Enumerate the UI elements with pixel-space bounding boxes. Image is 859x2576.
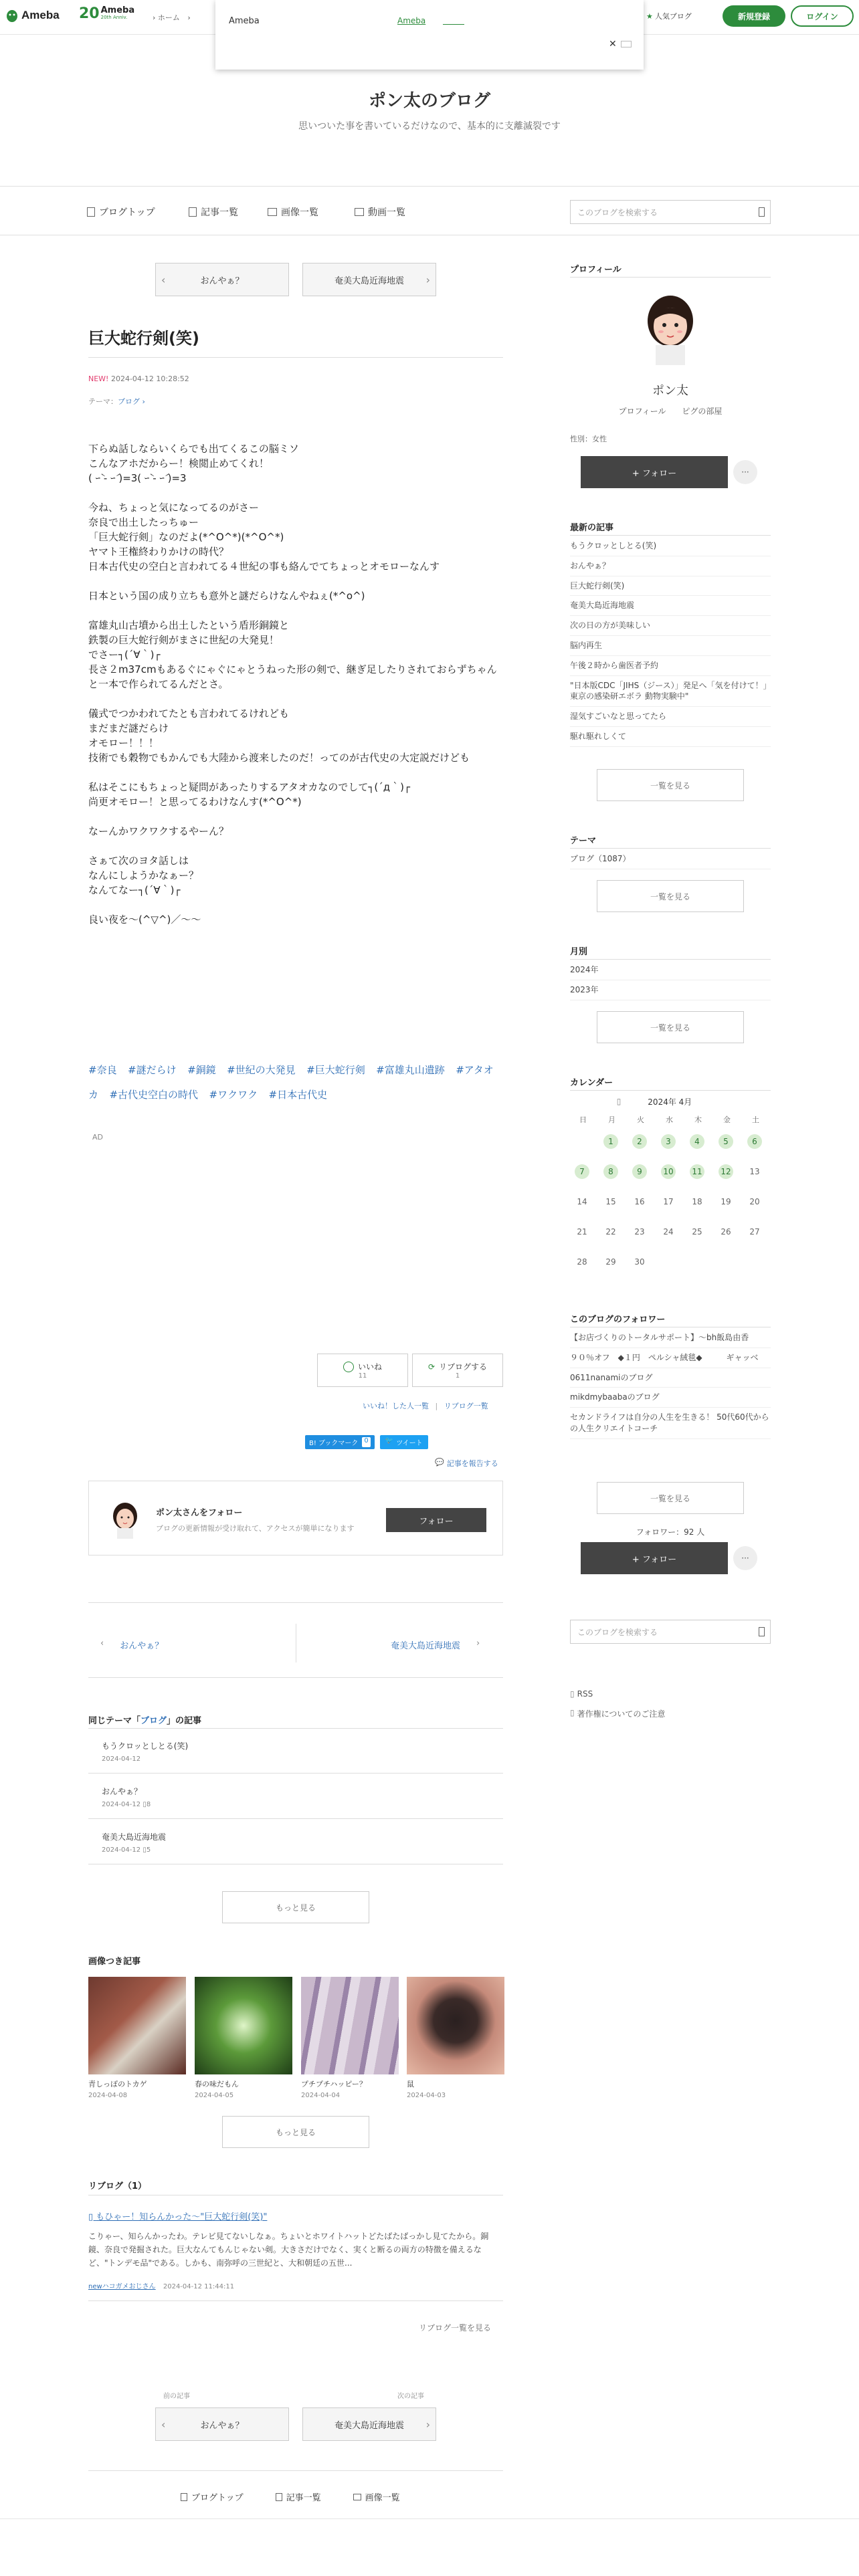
profile-avatar[interactable] bbox=[636, 288, 705, 366]
article-title: 巨大蛇行剣(笑) bbox=[88, 329, 199, 348]
recent-item[interactable]: 駆れ駆れしくて bbox=[570, 727, 771, 747]
sidebar-follow-button-2[interactable]: + フォロー bbox=[581, 1542, 728, 1574]
follow-box-button[interactable]: フォロー bbox=[386, 1508, 486, 1532]
calendar-day: 25 bbox=[692, 1227, 702, 1237]
calendar-day: 19 bbox=[721, 1197, 731, 1206]
next-article-button[interactable] bbox=[302, 263, 436, 296]
like-button[interactable] bbox=[317, 1354, 408, 1387]
report-link[interactable] bbox=[435, 1458, 498, 1469]
bird-icon: 🐦 bbox=[385, 1437, 394, 1444]
month-item[interactable]: 2023年 bbox=[570, 980, 771, 1000]
nav-search[interactable] bbox=[570, 200, 771, 224]
image-article-caption bbox=[301, 2078, 399, 2099]
notice-popup bbox=[215, 0, 644, 70]
article-theme bbox=[88, 396, 145, 407]
image-articles-heading: 画像つき記事 bbox=[88, 1957, 141, 1967]
calendar-day[interactable]: 1 bbox=[603, 1134, 618, 1149]
list-icon bbox=[276, 2493, 282, 2501]
reblog-link-label: もひゃー！知らんかった〜"巨大蛇行剣(笑)" bbox=[96, 2212, 268, 2222]
calendar-day: 28 bbox=[577, 1257, 587, 1267]
search-icon[interactable] bbox=[759, 1627, 765, 1636]
followers-see-all-button[interactable]: 一覧を見る bbox=[597, 1482, 744, 1514]
caption-title: プチプチハッピー？ bbox=[301, 2080, 367, 2088]
chevron-right-icon: › bbox=[187, 13, 191, 22]
sidebar-search-placeholder: このブログを検索する bbox=[577, 1627, 658, 1637]
body-paragraph: さぁて次のヨタ話しは なんにしようかなぁー？ なんてなー┐(´∀｀)┌ bbox=[88, 855, 199, 896]
follower-item[interactable]: 【お店づくりのトータルサポート】～bh飯島由香 bbox=[570, 1328, 771, 1348]
item-date: 2024-04-12 bbox=[102, 1846, 141, 1854]
image-articles-more-button[interactable]: もっと見る bbox=[222, 2116, 369, 2148]
calendar-day[interactable]: 4 bbox=[690, 1134, 704, 1149]
list-item[interactable] bbox=[88, 1819, 503, 1864]
profile-divider bbox=[570, 277, 771, 278]
footer-nav-label: 記事一覧 bbox=[286, 2493, 321, 2503]
weekday: 土 bbox=[752, 1115, 759, 1124]
comment-count: 8 bbox=[146, 1801, 151, 1808]
recent-list bbox=[570, 536, 771, 747]
recent-title: 最新の記事 bbox=[570, 523, 614, 533]
calendar-day: 29 bbox=[605, 1257, 616, 1267]
like-reblog-lists: いいね！した人一覧 | リブログ一覧 bbox=[363, 1402, 488, 1410]
comment-count: 5 bbox=[146, 1846, 151, 1854]
calendar-day[interactable]: 2 bbox=[632, 1134, 647, 1149]
calendar-day: 23 bbox=[634, 1227, 645, 1237]
month-list bbox=[570, 960, 771, 1000]
article-body bbox=[88, 441, 503, 942]
like-label: いいね bbox=[357, 1362, 382, 1372]
profile-title: プロフィール bbox=[570, 265, 622, 275]
body-paragraph: 今ね、ちょっと気になってるのがさー 奈良で出土したっちゅー 「巨大蛇行剣」なのだよ(*^O^*)(*^O^*) ヤマト王権終わりかけの時代？ 日本古代史の空白と言われてる４世紀の事も絡んでてちょっとオモローなんす bbox=[88, 502, 440, 572]
sidebar-menu-button-2[interactable]: ··· bbox=[733, 1546, 757, 1570]
calendar-day: 21 bbox=[577, 1227, 587, 1237]
heading-pre: 同じテーマ「 bbox=[88, 1716, 141, 1726]
reblog-icon: ▯ bbox=[88, 2212, 96, 2222]
hashtag-link[interactable]: #奈良 bbox=[88, 1064, 117, 1076]
recent-item[interactable]: 次の日の方が美味しい bbox=[570, 616, 771, 636]
smile-icon bbox=[343, 1362, 354, 1372]
anniv-label: 20th Anniv. bbox=[100, 14, 128, 20]
next-article-label: 奄美大島近海地震 bbox=[334, 276, 404, 286]
nav-label: 画像一覧 bbox=[281, 207, 318, 218]
caption-title: 春の味だもん bbox=[195, 2080, 239, 2088]
login-button[interactable]: ログイン bbox=[791, 5, 854, 27]
chevron-right-icon: › bbox=[140, 397, 145, 406]
calendar-month: 2024年 4月 bbox=[648, 1097, 692, 1107]
calendar-grid bbox=[570, 1134, 771, 1268]
calendar-header bbox=[570, 1090, 771, 1113]
item-date: 2024-04-12 bbox=[102, 1801, 141, 1808]
chat-icon: 💬 bbox=[435, 1458, 444, 1467]
caption-date: 2024-04-03 bbox=[407, 2092, 446, 2099]
follower-item[interactable]: セカンドライフは自分の人生を生きる！ 50代60代からの人生クリエイトコーチ bbox=[570, 1408, 771, 1439]
calendar-day[interactable]: 7 bbox=[575, 1164, 589, 1179]
ameba-logo[interactable] bbox=[5, 8, 60, 23]
like-count: 11 bbox=[358, 1372, 367, 1380]
month-item[interactable]: 2024年 bbox=[570, 960, 771, 980]
avatar bbox=[105, 1496, 145, 1540]
ad-label: AD bbox=[92, 1133, 103, 1142]
image-icon bbox=[353, 2494, 361, 2500]
calendar-weekdays bbox=[570, 1114, 771, 1128]
calendar-day: 15 bbox=[605, 1197, 616, 1206]
sidebar-search[interactable] bbox=[570, 1620, 771, 1644]
footer-nav-article-list[interactable] bbox=[276, 2490, 321, 2503]
footer-nav-blog-top[interactable] bbox=[181, 2490, 244, 2503]
nav-label: 記事一覧 bbox=[201, 207, 238, 218]
copyright-link[interactable] bbox=[570, 1708, 665, 1719]
signup-button[interactable]: 新規登録 bbox=[723, 5, 785, 27]
profile-gender: 性別：女性 bbox=[570, 435, 607, 443]
sidebar-menu-button[interactable]: ··· bbox=[733, 460, 757, 484]
pager-next-label: 奄美大島近海地震 bbox=[391, 1641, 461, 1651]
footer-nav-image-list[interactable] bbox=[353, 2490, 400, 2503]
image-article-thumb[interactable] bbox=[195, 1977, 292, 2074]
nav-label: 動画一覧 bbox=[368, 207, 405, 218]
copyright-label: 著作権についてのご注意 bbox=[577, 1709, 666, 1719]
footer-nav bbox=[181, 2490, 400, 2503]
profile-name: ポン太 bbox=[652, 384, 688, 398]
calendar-day[interactable]: 5 bbox=[719, 1134, 733, 1149]
close-icon[interactable]: ✕ bbox=[609, 39, 617, 49]
weekday: 火 bbox=[637, 1115, 644, 1124]
weekday: 日 bbox=[579, 1115, 587, 1124]
ameba-mascot-icon bbox=[5, 8, 19, 23]
month-title: 月別 bbox=[570, 947, 588, 957]
pager-top-divider bbox=[88, 1602, 503, 1603]
image-article-caption bbox=[88, 2078, 186, 2099]
comment-icon: ▯ bbox=[142, 1846, 147, 1854]
calendar-day[interactable]: 12 bbox=[719, 1164, 733, 1179]
bottom-next-title: 奄美大島近海地震 bbox=[334, 2420, 404, 2431]
theme-divider bbox=[570, 848, 771, 849]
same-theme-heading bbox=[88, 1713, 201, 1726]
profile-links bbox=[570, 405, 771, 417]
bottom-next-button[interactable] bbox=[302, 2407, 436, 2441]
anniv-ameba: Ameba bbox=[100, 5, 135, 15]
body-paragraph: 下らぬ話しならいくらでも出てくるこの脳ミソ こんなアホだからー！検閲止めてくれ！ ( ｰ̀ - ｰ́ )=3( ｰ̀ - ｰ́ )=3 bbox=[88, 443, 299, 484]
reblog-button[interactable] bbox=[412, 1354, 503, 1387]
chevron-left-icon: ‹ bbox=[100, 1638, 104, 1648]
blog-title[interactable]: ポン太のブログ bbox=[368, 91, 490, 111]
share-buttons bbox=[305, 1435, 428, 1449]
rss-link[interactable] bbox=[570, 1689, 593, 1699]
caption-date: 2024-04-05 bbox=[195, 2092, 234, 2099]
new-badge: NEW! bbox=[88, 374, 109, 383]
breadcrumb bbox=[153, 12, 191, 23]
theme-link[interactable]: ブログ bbox=[118, 397, 140, 406]
body-paragraph: 日本という国の成り立ちも意外と謎だらけなんやねぇ(*^o^) bbox=[88, 590, 365, 602]
calendar-day: 26 bbox=[721, 1227, 731, 1237]
popup-title: Ameba bbox=[229, 16, 260, 26]
recent-item[interactable]: 午後２時から歯医者予約 bbox=[570, 656, 771, 676]
recent-item[interactable]: 奄美大島近海地震 bbox=[570, 596, 771, 616]
blog-description: 思いついた事を書いているだけなので、基本的に支離滅裂です bbox=[298, 121, 561, 132]
hashtag-link[interactable]: #古代史空白の時代 bbox=[109, 1089, 199, 1101]
popular-blog-link[interactable] bbox=[646, 11, 692, 21]
calendar-day: 27 bbox=[749, 1227, 760, 1237]
reblog-entry-link[interactable] bbox=[88, 2210, 267, 2222]
body-paragraph: 富雄丸山古墳から出土したという盾形銅鏡と 鉄製の巨大蛇行剣がまさに世紀の大発見！ でさー┐(´∀｀)┌ 長さ２m37cmもあるぐにゃぐにゃとうねった形の剣で、継ぎ足したりされておらずちゃんと一本で作られてるんだとさ。 bbox=[88, 619, 497, 690]
hashtag-link[interactable]: #巨大蛇行剣 bbox=[306, 1064, 365, 1076]
body-paragraph: なーんかワクワクするやーん？ bbox=[88, 825, 229, 837]
heading-post: 」の記事 bbox=[167, 1716, 202, 1726]
body-paragraph: 私はそこにもちょっと疑問があったりするアタオカなのでして┐(´д｀)┌ 尚更オモロー！と思ってるわけなんす(*^O^*) bbox=[88, 781, 410, 808]
nav-video-list[interactable] bbox=[355, 205, 405, 219]
nav-image-list[interactable] bbox=[268, 205, 318, 219]
footer-nav-top-divider bbox=[88, 2470, 503, 2471]
chevron-right-icon: › bbox=[425, 2418, 430, 2431]
theme-list bbox=[570, 849, 771, 869]
reblog-list-link[interactable]: リブログ一覧 bbox=[444, 1402, 488, 1410]
calendar-day[interactable]: 3 bbox=[661, 1134, 676, 1149]
prev-article-button[interactable] bbox=[155, 263, 289, 296]
calendar-day: 22 bbox=[605, 1227, 616, 1237]
calendar-day[interactable]: 6 bbox=[747, 1134, 762, 1149]
title-divider bbox=[88, 357, 503, 358]
chevron-right-icon: › bbox=[476, 1638, 480, 1648]
reblog-date: 2024-04-12 11:44:11 bbox=[163, 2283, 235, 2290]
hashtag-link[interactable]: #日本古代史 bbox=[268, 1089, 328, 1101]
hashtag-link[interactable]: #富雄丸山遺跡 bbox=[376, 1064, 445, 1076]
weekday: 水 bbox=[666, 1115, 673, 1124]
month-divider bbox=[570, 959, 771, 960]
image-article-thumb[interactable] bbox=[301, 1977, 399, 2074]
copyright-icon: ▯ bbox=[570, 1708, 575, 1717]
calendar-day: 30 bbox=[634, 1257, 645, 1267]
month-see-all-button[interactable]: 一覧を見る bbox=[597, 1011, 744, 1043]
pager-prev-label: おんやぁ？ bbox=[120, 1641, 164, 1651]
calendar-day[interactable]: 8 bbox=[603, 1164, 618, 1179]
follow-box-desc: ブログの更新情報が受け取れて、アクセスが簡単になります bbox=[156, 1524, 355, 1533]
follower-item[interactable]: ９０％オフ ◆１円 ペルシャ絨毯◆ ギャッベ bbox=[570, 1348, 771, 1368]
same-theme-link[interactable]: ブログ bbox=[140, 1716, 167, 1726]
chevron-left-icon: ‹ bbox=[161, 273, 166, 286]
report-label: 記事を報告する bbox=[446, 1459, 498, 1468]
body-paragraph: 良い夜を〜(^▽^)／〜〜 bbox=[88, 914, 201, 926]
follower-item[interactable]: 0611nanamiのブログ bbox=[570, 1368, 771, 1388]
reblog-meta bbox=[88, 2280, 234, 2290]
chevron-left-icon: ‹ bbox=[161, 2418, 166, 2431]
image-article-thumb[interactable] bbox=[407, 1977, 504, 2074]
recent-item[interactable]: もうクロッとしとる(笑) bbox=[570, 536, 771, 556]
reblog-label: リブログする bbox=[439, 1362, 488, 1372]
caption-title: 鼠 bbox=[407, 2080, 414, 2088]
footer-nav-label: 画像一覧 bbox=[365, 2493, 400, 2503]
calendar-day[interactable]: 10 bbox=[661, 1164, 676, 1179]
hatena-count: 0 bbox=[362, 1437, 370, 1447]
caption-date: 2024-04-04 bbox=[301, 2092, 341, 2099]
theme-item[interactable]: ブログ（1087） bbox=[570, 849, 771, 869]
page-bottom-divider bbox=[0, 2518, 859, 2519]
weekday: 金 bbox=[723, 1115, 731, 1124]
like-list-link[interactable]: いいね！した人一覧 bbox=[363, 1402, 429, 1410]
nav-blog-top[interactable] bbox=[87, 205, 155, 219]
reblog-list-more-link[interactable]: リブログ一覧を見る bbox=[419, 2323, 492, 2333]
hashtag-list bbox=[88, 1058, 506, 1107]
reblog-bottom-divider bbox=[88, 2300, 503, 2301]
article-meta bbox=[88, 374, 189, 383]
tweet-button[interactable] bbox=[380, 1435, 428, 1449]
recent-see-all-button[interactable]: 一覧を見る bbox=[597, 769, 744, 801]
bottom-prev-title: おんやぁ？ bbox=[200, 2420, 244, 2431]
hashtag-link[interactable]: #謎だらけ bbox=[128, 1064, 177, 1076]
weekday: 月 bbox=[608, 1115, 615, 1124]
chevron-right-icon: › bbox=[425, 273, 430, 286]
hashtag-link[interactable]: #銅鏡 bbox=[187, 1064, 216, 1076]
recent-item[interactable]: 湿気すごいなと思ってたら bbox=[570, 707, 771, 727]
calendar-day[interactable]: 9 bbox=[632, 1164, 647, 1179]
popup-link[interactable]: Ameba bbox=[397, 16, 426, 25]
popular-blog-label: 人気ブログ bbox=[654, 12, 692, 21]
anniv-logo[interactable] bbox=[79, 5, 134, 22]
recent-divider bbox=[570, 535, 771, 536]
hatena-label: B! ブックマーク bbox=[309, 1440, 359, 1447]
calendar-day: 16 bbox=[634, 1197, 645, 1206]
doc-icon bbox=[87, 207, 95, 217]
recent-item[interactable]: 巨大蛇行剣(笑) bbox=[570, 576, 771, 597]
doc-icon bbox=[181, 2493, 187, 2501]
follow-box bbox=[88, 1481, 503, 1555]
follower-item[interactable]: mikdmybaabaのブログ bbox=[570, 1388, 771, 1408]
same-theme-more-button[interactable]: もっと見る bbox=[222, 1891, 369, 1923]
footer-nav-label: ブログトップ bbox=[191, 2493, 244, 2503]
recent-item[interactable]: 脳内再生 bbox=[570, 636, 771, 656]
calendar-day[interactable]: 11 bbox=[690, 1164, 704, 1179]
follow-box-title: ポン太さんをフォロー bbox=[156, 1508, 243, 1518]
reblog-heading: リブログ（1） bbox=[88, 2181, 147, 2191]
breadcrumb-home[interactable]: ホーム bbox=[157, 13, 180, 22]
hashtag-link[interactable]: #世紀の大発見 bbox=[227, 1064, 296, 1076]
calendar-title: カレンダー bbox=[570, 1078, 613, 1088]
list-icon bbox=[189, 207, 197, 217]
bottom-next-label: 次の記事 bbox=[397, 2393, 424, 2400]
recent-item[interactable]: "日本版CDC「JIHS（ジース）」発足へ「気を付けて！」東京の感染研エボラ 動物実験中" bbox=[570, 676, 771, 708]
theme-label: テーマ： bbox=[88, 397, 118, 406]
theme-title: テーマ bbox=[570, 836, 597, 846]
calendar-prev-icon[interactable]: ▯ bbox=[616, 1097, 622, 1106]
recent-item[interactable]: おんやぁ？ bbox=[570, 556, 771, 576]
followers-list bbox=[570, 1328, 771, 1439]
pig-room-link[interactable]: ピグの部屋 bbox=[682, 407, 723, 416]
pager-next[interactable] bbox=[391, 1638, 480, 1651]
list-item[interactable] bbox=[88, 1728, 503, 1774]
item-title: もうクロッとしとる(笑) bbox=[102, 1741, 189, 1751]
tweet-label: ツイート bbox=[396, 1440, 423, 1447]
calendar-day: 17 bbox=[663, 1197, 674, 1206]
calendar-day: 13 bbox=[749, 1167, 760, 1176]
item-title: 奄美大島近海地震 bbox=[102, 1832, 167, 1842]
nav-article-list[interactable] bbox=[189, 205, 238, 219]
profile-link[interactable]: プロフィール bbox=[618, 407, 666, 416]
hashtag-link[interactable]: #アタオカ bbox=[88, 1064, 494, 1101]
hatena-bookmark-button[interactable] bbox=[305, 1435, 375, 1449]
followers-title: このブログのフォロワー bbox=[570, 1315, 666, 1325]
image-article-caption bbox=[195, 2078, 292, 2099]
item-date: 2024-04-12 bbox=[102, 1755, 141, 1763]
same-theme-list bbox=[88, 1728, 503, 1864]
caption-title: 青しっぽのトカゲ bbox=[88, 2080, 147, 2088]
rss-icon: ▯ bbox=[570, 1689, 575, 1699]
nav-label: ブログトップ bbox=[99, 207, 155, 218]
theme-see-all-button[interactable]: 一覧を見る bbox=[597, 880, 744, 912]
reblog-count: 1 bbox=[455, 1372, 460, 1380]
bottom-prev-button[interactable] bbox=[155, 2407, 289, 2441]
blog-nav bbox=[0, 186, 859, 235]
ameba-logo-text: Ameba bbox=[21, 9, 60, 21]
chevron-right-icon: › bbox=[153, 13, 156, 22]
calendar-day: 20 bbox=[749, 1197, 760, 1206]
hashtag-link[interactable]: #ワクワク bbox=[209, 1089, 258, 1101]
search-icon[interactable] bbox=[759, 207, 765, 217]
reblog-excerpt: こりゃー、知らんかったわ。テレビ見てないしなぁ。ちょいとホワイトハットどたばたばっかし見てたから。銅鏡、奈良で発掘された。巨大なんてもんじゃない剣。大きさだけでなく、実くと断るの両方の特徴を備えるなど、"トンデモ品"である。しかも、南弥呼の三世紀と、大和朝廷の五世... bbox=[88, 2232, 489, 2268]
item-title: おんやぁ？ bbox=[102, 1787, 142, 1796]
reblog-icon: ⟳ bbox=[427, 1362, 436, 1372]
popup-underline bbox=[443, 24, 464, 25]
video-icon bbox=[355, 208, 364, 216]
popup-close-marker bbox=[621, 41, 632, 47]
prev-article-label: おんやぁ？ bbox=[200, 276, 244, 286]
image-icon bbox=[268, 208, 277, 216]
follower-count: フォロワー：92 人 bbox=[636, 1527, 705, 1537]
caption-date: 2024-04-08 bbox=[88, 2092, 128, 2099]
comment-icon: ▯ bbox=[142, 1801, 147, 1808]
list-item[interactable] bbox=[88, 1774, 503, 1819]
weekday: 木 bbox=[694, 1115, 702, 1124]
bottom-prev-label: 前の記事 bbox=[163, 2393, 190, 2400]
image-article-caption bbox=[407, 2078, 504, 2099]
rss-label: RSS bbox=[577, 1689, 593, 1699]
pager-prev[interactable] bbox=[100, 1638, 163, 1651]
pager-bottom-divider bbox=[88, 1677, 503, 1678]
body-paragraph: 儀式でつかわれてたとも言われてるけれども まだまだ謎だらけ オモロー！！！ 技術でも穀物でもかんでも大陸から渡来したのだ！ってのが古代史の大定説だけども bbox=[88, 708, 470, 764]
star-icon: ★ bbox=[646, 11, 653, 21]
sidebar-follow-button[interactable]: + フォロー bbox=[581, 456, 728, 488]
image-article-thumb[interactable] bbox=[88, 1977, 186, 2074]
anniv-number: 20 bbox=[79, 5, 100, 22]
reblog-author[interactable]: newハコガメおじさん bbox=[88, 2283, 156, 2290]
calendar-day: 14 bbox=[577, 1197, 587, 1206]
calendar-day: 18 bbox=[692, 1197, 702, 1206]
search-placeholder: このブログを検索する bbox=[577, 207, 658, 217]
calendar-day: 24 bbox=[663, 1227, 674, 1237]
article-date: 2024-04-12 10:28:52 bbox=[110, 374, 189, 383]
